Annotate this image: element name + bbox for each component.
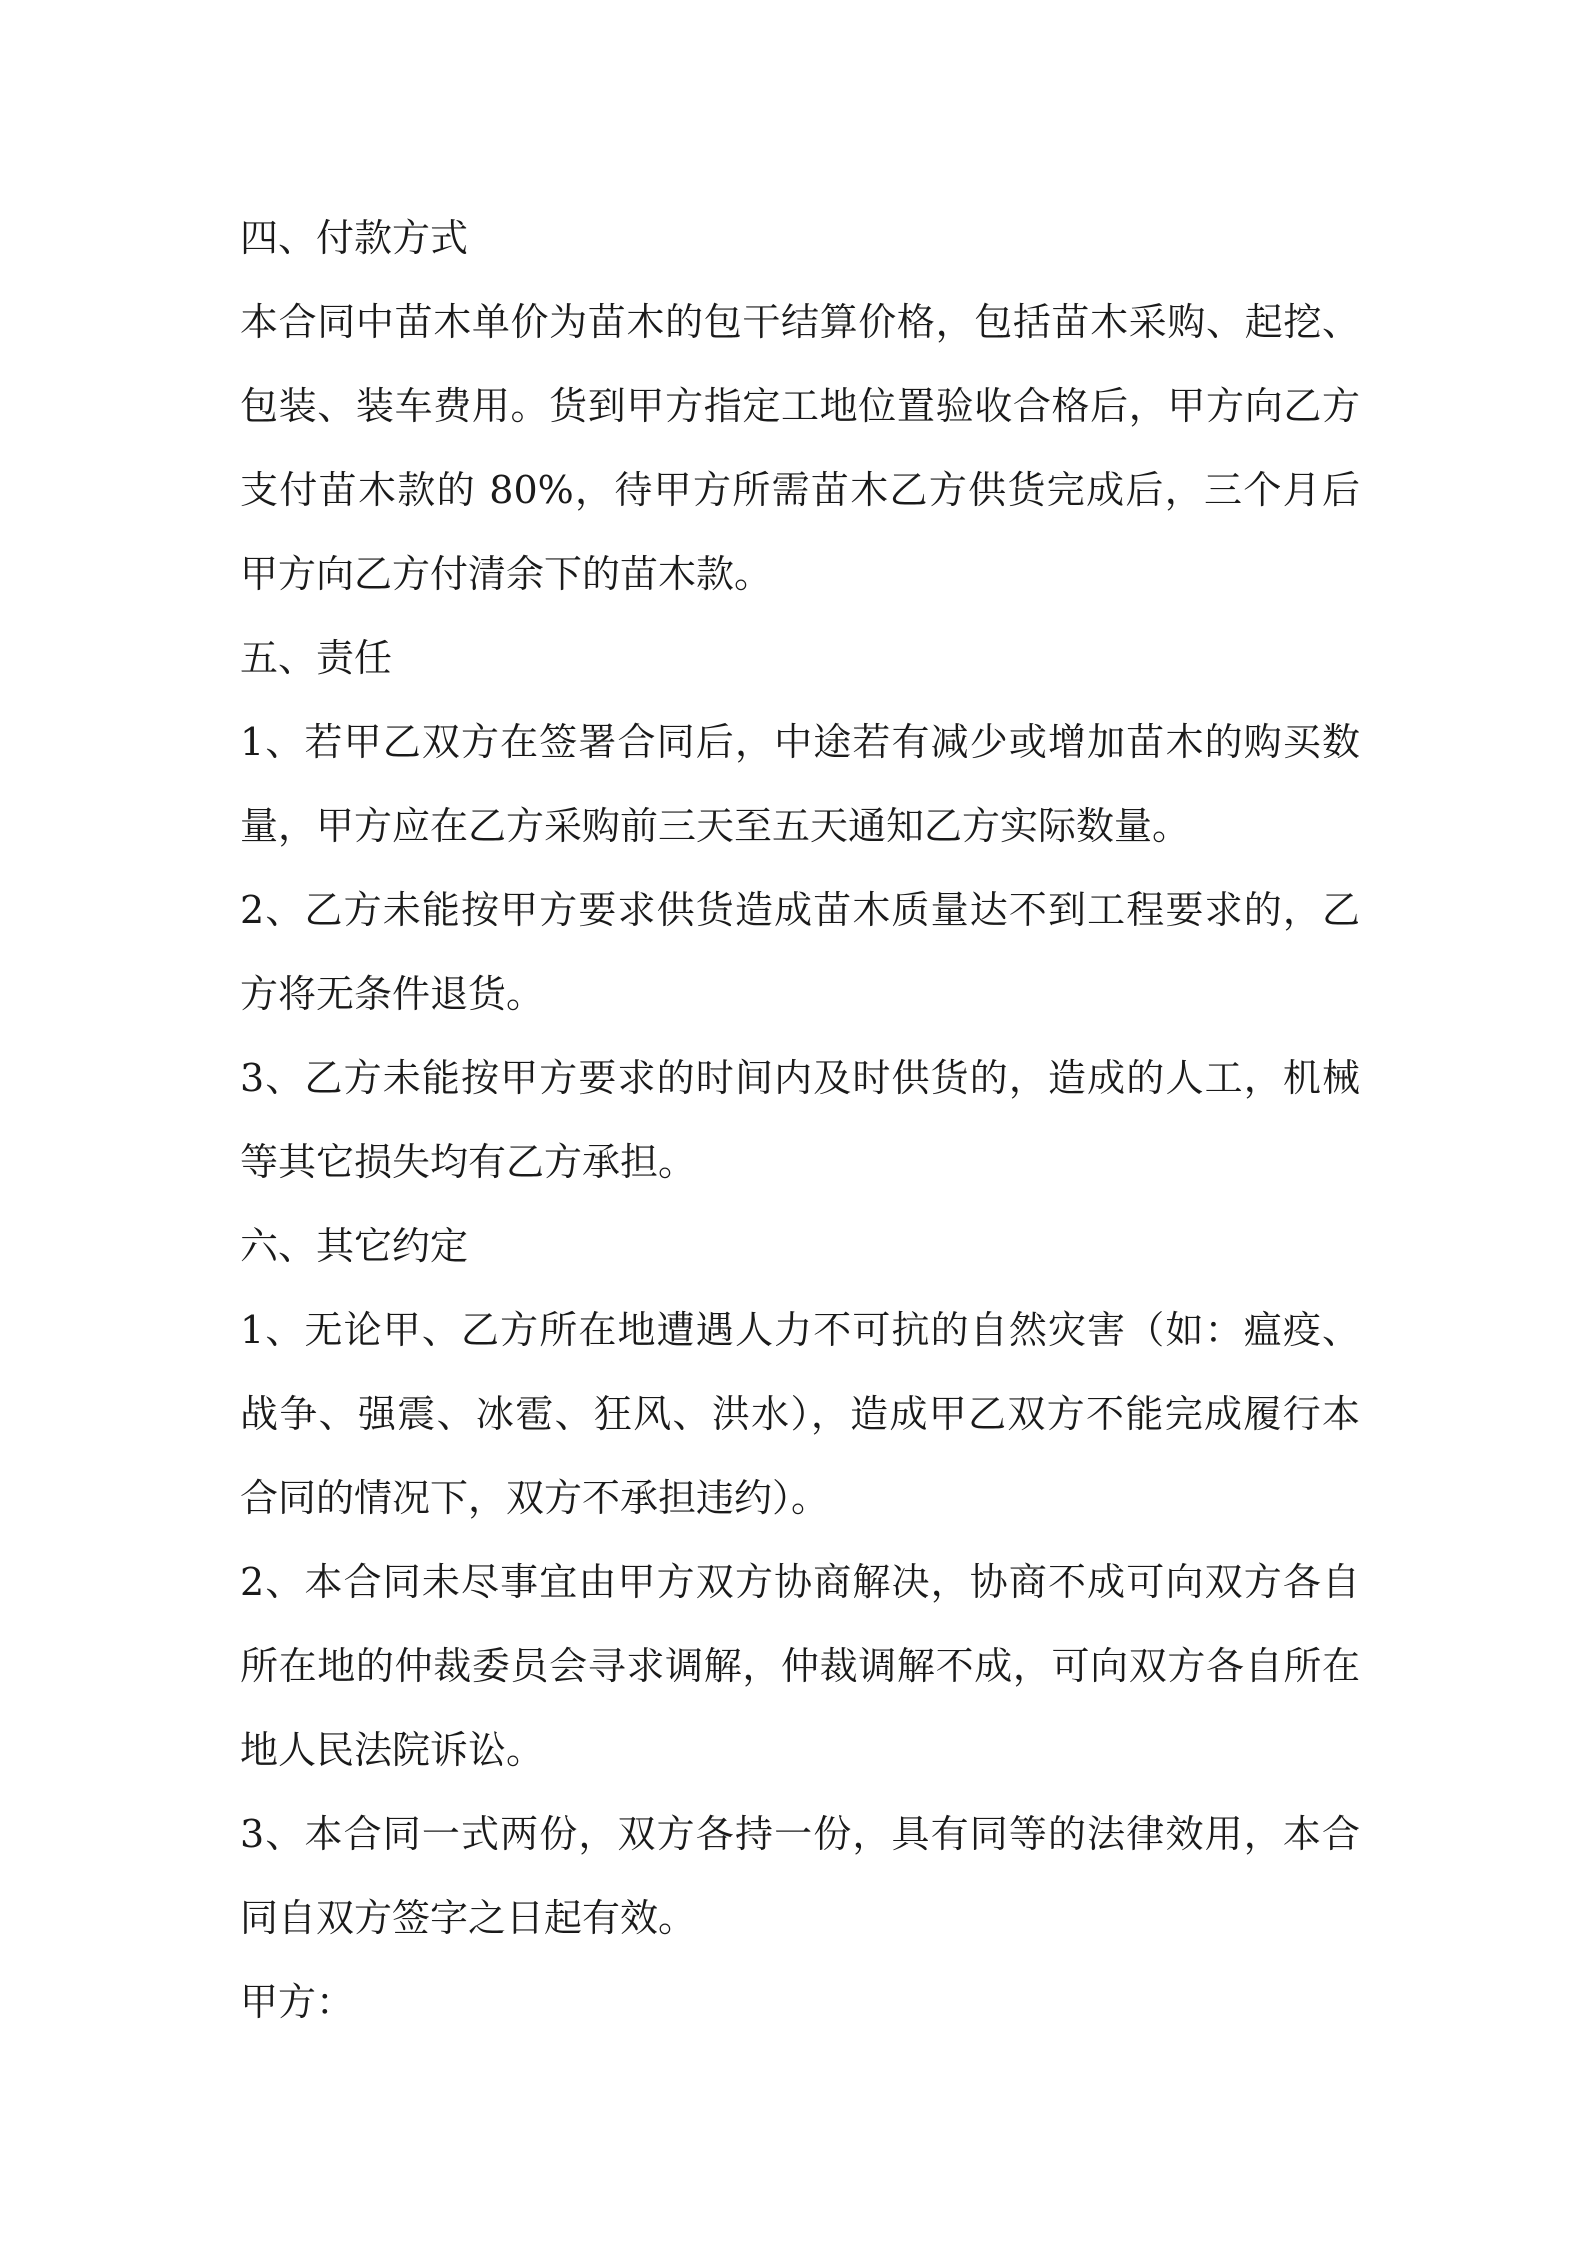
section-heading-responsibility: 五、责任 <box>240 636 393 680</box>
other-agreement-clause-2: 2、本合同未尽事宜由甲方双方协商解决，协商不成可向双方各自所在地的仲裁委员会寻求调解，仲裁调解不成，可向双方各自所在地人民法院诉讼。 <box>240 1560 1360 1772</box>
party-a-signature-label: 甲方： <box>240 1980 355 2024</box>
section-heading-payment: 四、付款方式 <box>240 216 469 260</box>
responsibility-clause-3: 3、乙方未能按甲方要求的时间内及时供货的，造成的人工，机械等其它损失均有乙方承担。 <box>240 1056 1360 1184</box>
payment-terms-paragraph: 本合同中苗木单价为苗木的包干结算价格，包括苗木采购、起挖、包装、装车费用。货到甲方指定工地位置验收合格后，甲方向乙方支付苗木款的 80%，待甲方所需苗木乙方供货完成后，三个月后甲方向乙方付清余下的苗木款。 <box>240 300 1360 596</box>
document-body <box>240 196 1360 2044</box>
responsibility-clause-1: 1、若甲乙双方在签署合同后，中途若有减少或增加苗木的购买数量，甲方应在乙方采购前三天至五天通知乙方实际数量。 <box>240 720 1360 848</box>
other-agreement-clause-3: 3、本合同一式两份，双方各持一份，具有同等的法律效用，本合同自双方签字之日起有效。 <box>240 1812 1360 1940</box>
section-heading-other-agreements: 六、其它约定 <box>240 1224 469 1268</box>
other-agreement-clause-1: 1、无论甲、乙方所在地遭遇人力不可抗的自然灾害（如：瘟疫、战争、强震、冰雹、狂风、洪水），造成甲乙双方不能完成履行本合同的情况下，双方不承担违约）。 <box>240 1308 1360 1520</box>
responsibility-clause-2: 2、乙方未能按甲方要求供货造成苗木质量达不到工程要求的，乙方将无条件退货。 <box>240 888 1360 1016</box>
